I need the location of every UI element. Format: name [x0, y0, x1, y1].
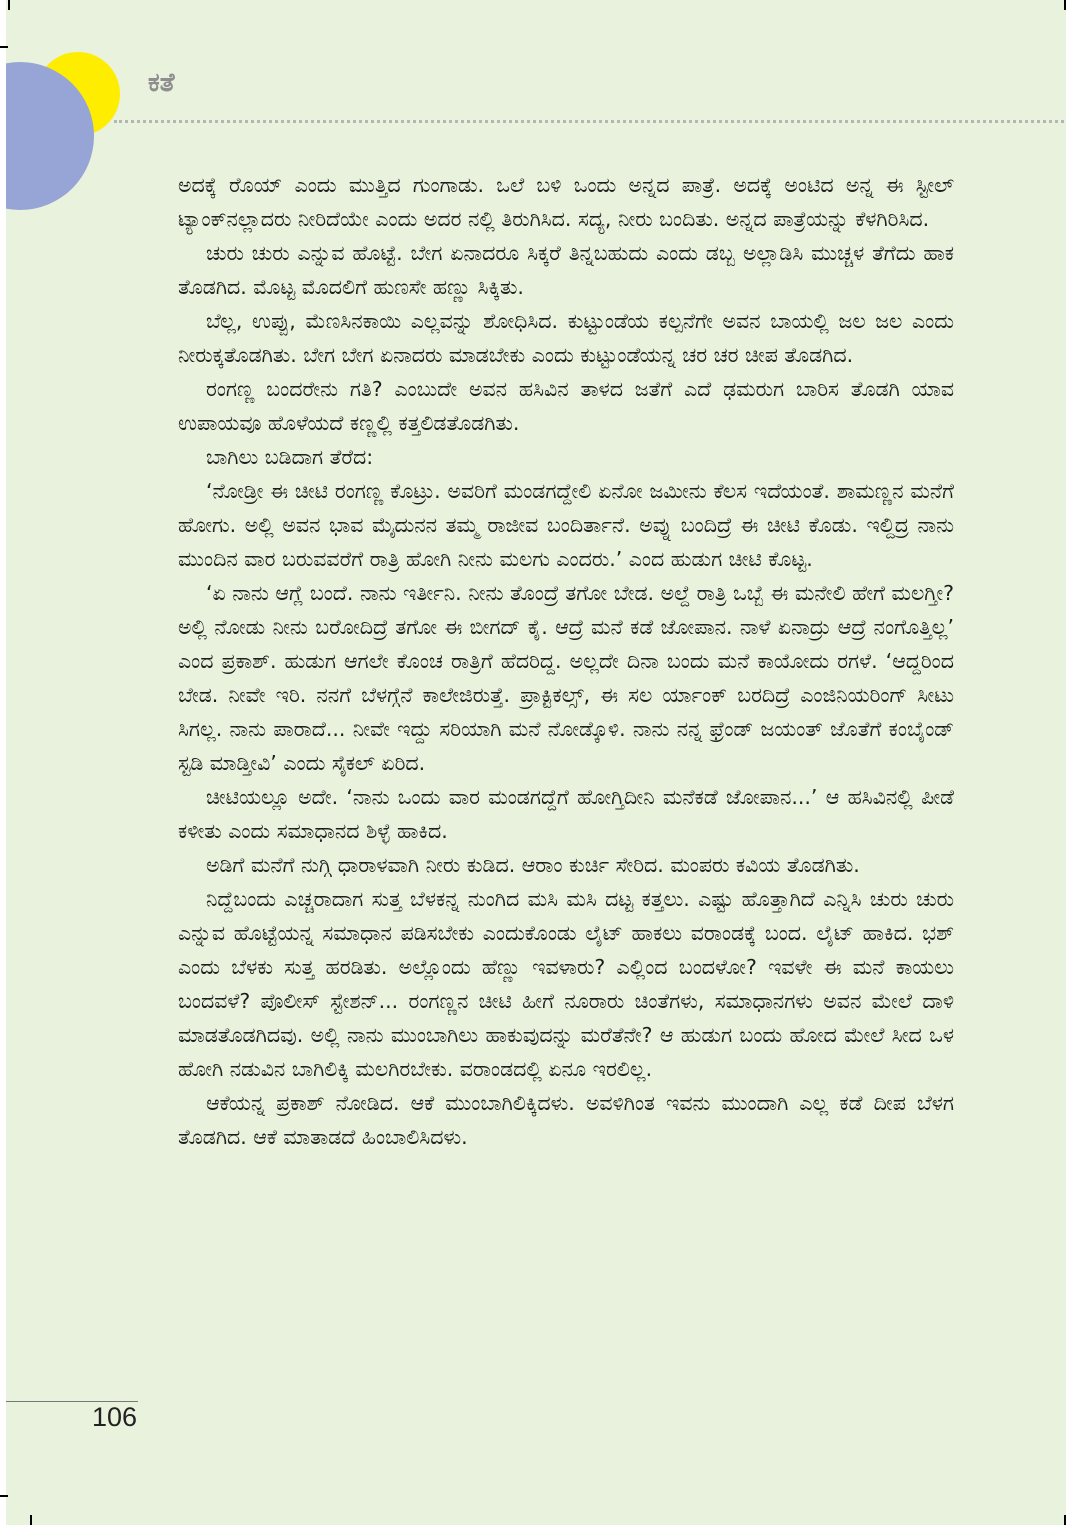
paragraph: ಅಡಿಗೆ ಮನೆಗೆ ನುಗ್ಗಿ ಧಾರಾಳವಾಗಿ ನೀರು ಕುಡಿದ. ಆರಾಂ ಕುರ್ಚಿ ಸೇರಿದ. ಮಂಪರು ಕವಿಯ ತೊಡಗಿತು. — [206, 853, 860, 877]
crop-mark-top-right — [1064, 0, 1066, 10]
header-dotted-divider — [114, 120, 1066, 123]
paragraph: ಬೆಲ್ಲ, ಉಪ್ಪು, ಮೆಣಸಿನಕಾಯಿ ಎಲ್ಲವನ್ನು ಶೋಧಿಸಿದ. ಕುಟ್ಟುಂಡೆಯ ಕಲ್ಪನೆಗೇ ಅವನ ಬಾಯಲ್ಲಿ ಜಲ ಜಲ ಎಂದು ನೀರುಕ್ಕತೊಡಗಿತು. ಬೇಗ ಬೇಗ ಏನಾದರು ಮಾಡಬೇಕು ಎಂದು ಕುಟ್ಟುಂಡೆಯನ್ನ ಚರ ಚರ ಚೀಪ ತೊಡಗಿದ. — [178, 309, 954, 367]
paragraph: ‘ನೋಡ್ರೀ ಈ ಚೀಟಿ ರಂಗಣ್ಣ ಕೊಟ್ರು. ಅವರಿಗೆ ಮಂಡಗದ್ದೇಲಿ ಏನೋ ಜಮೀನು ಕೆಲಸ ಇದೆಯಂತೆ. ಶಾಮಣ್ಣನ ಮನೆಗೆ ಹೋಗು. ಅಲ್ಲಿ ಅವನ ಭಾವ ಮೈದುನನ ತಮ್ಮ ರಾಜೀವ ಬಂದಿರ್ತಾನೆ. ಅವ್ನು ಬಂದಿದ್ರೆ ಈ ಚೀಟಿ ಕೊಡು. ಇಲ್ದಿದ್ರ ನಾನು ಮುಂದಿನ ವಾರ ಬರುವವರೆಗೆ ರಾತ್ರಿ ಹೋಗಿ ನೀನು ಮಲಗು ಎಂದರು.’ ಎಂದ ಹುಡುಗ ಚೀಟಿ ಕೊಟ್ಟ. — [178, 479, 954, 571]
section-title: ಕತೆ — [148, 68, 175, 98]
crop-mark-top-left — [8, 0, 10, 10]
paragraph: ಆಕೆಯನ್ನ ಪ್ರಕಾಶ್ ನೋಡಿದ. ಆಕೆ ಮುಂಬಾಗಿಲಿಕ್ಕಿದಳು. ಅವಳಿಗಿಂತ ಇವನು ಮುಂದಾಗಿ ಎಲ್ಲ ಕಡೆ ದೀಪ ಬೆಳಗ ತೊಡಗಿದ. ಆಕೆ ಮಾತಾಡದೆ ಹಿಂಬಾಲಿಸಿದಳು. — [178, 1091, 954, 1149]
paragraph: ಚೀಟಿಯಲ್ಲೂ ಅದೇ. ‘ನಾನು ಒಂದು ವಾರ ಮಂಡಗದ್ದೆಗೆ ಹೋಗ್ತಿದೀನಿ ಮನೆಕಡೆ ಜೋಪಾನ...’ ಆ ಹಸಿವಿನಲ್ಲಿ ಪೀಡೆ ಕಳೀತು ಎಂದು ಸಮಾಧಾನದ ಶಿಳ್ಳೆ ಹಾಕಿದ. — [178, 785, 954, 843]
crop-mark-bottom-left-vertical — [30, 1515, 32, 1525]
paragraph: ‘ಏ ನಾನು ಆಗ್ಲೆ ಬಂದೆ. ನಾನು ಇರ್ತೀನಿ. ನೀನು ತೊಂದ್ರೆ ತಗೋ ಬೇಡ. ಅಲ್ದೆ ರಾತ್ರಿ ಒಬ್ಬೆ ಈ ಮನೇಲಿ ಹೇಗೆ ಮಲಗ್ತೀ? ಅಲ್ಲಿ ನೋಡು ನೀನು ಬರೋದಿದ್ರೆ ತಗೋ ಈ ಬೀಗದ್ ಕೈ. ಆದ್ರೆ ಮನೆ ಕಡೆ ಜೋಪಾನ. ನಾಳೆ ಏನಾದ್ರು ಆದ್ರೆ ನಂಗೊತ್ತಿಲ್ಲ’ ಎಂದ ಪ್ರಕಾಶ್. ಹುಡುಗ ಆಗಲೇ ಕೊಂಚ ರಾತ್ರಿಗೆ ಹೆದರಿದ್ದ. ಅಲ್ಲದೇ ದಿನಾ ಬಂದು ಮನೆ ಕಾಯೋದು ರಗಳೆ. ‘ಆದ್ದರಿಂದ ಬೇಡ. ನೀವೇ ಇರಿ. ನನಗೆ ಬೆಳಗ್ಗೆನೆ ಕಾಲೇಜಿರುತ್ತೆ. ಪ್ರಾಕ್ಟಿಕಲ್ಸ್, ಈ ಸಲ ರ್ಯಾಂಕ್ ಬರದಿದ್ರೆ ಎಂಜಿನಿಯರಿಂಗ್ ಸೀಟು ಸಿಗಲ್ಲ. ನಾನು ಪಾರಾದೆ... ನೀವೇ ಇದ್ದು ಸರಿಯಾಗಿ ಮನೆ ನೋಡ್ಕೊಳಿ. ನಾನು ನನ್ನ ಫ್ರೆಂಡ್ ಜಯಂತ್ ಜೊತೆಗೆ ಕಂಬೈಂಡ್ ಸ್ಟಡಿ ಮಾಡ್ತೀವಿ’ ಎಂದು ಸೈಕಲ್ ಏರಿದ. — [178, 581, 954, 775]
crop-mark-bottom-right — [1064, 1515, 1066, 1525]
paragraph: ನಿದ್ದೆಬಂದು ಎಚ್ಚರಾದಾಗ ಸುತ್ತ ಬೆಳಕನ್ನ ನುಂಗಿದ ಮಸಿ ಮಸಿ ದಟ್ಟ ಕತ್ತಲು. ಎಷ್ಟು ಹೊತ್ತಾಗಿದೆ ಎನ್ನಿಸಿ ಚುರು ಚುರು ಎನ್ನುವ ಹೊಟ್ಟೆಯನ್ನ ಸಮಾಧಾನ ಪಡಿಸಬೇಕು ಎಂದುಕೊಂಡು ಲೈಟ್ ಹಾಕಲು ವರಾಂಡಕ್ಕೆ ಬಂದ. ಲೈಟ್ ಹಾಕಿದ. ಭಶ್ ಎಂದು ಬೆಳಕು ಸುತ್ತ ಹರಡಿತು. ಅಲ್ಲೊಂದು ಹೆಣ್ಣು ಇವಳಾರು? ಎಲ್ಲಿಂದ ಬಂದಳೋ? ಇವಳೇ ಈ ಮನೆ ಕಾಯಲು ಬಂದವಳೆ? ಪೊಲೀಸ್ ಸ್ಟೇಶನ್... ರಂಗಣ್ಣನ ಚೀಟಿ ಹೀಗೆ ನೂರಾರು ಚಿಂತೆಗಳು, ಸಮಾಧಾನಗಳು ಅವನ ಮೇಲೆ ದಾಳಿ ಮಾಡತೊಡಗಿದವು. ಅಲ್ಲಿ ನಾನು ಮುಂಬಾಗಿಲು ಹಾಕುವುದನ್ನು ಮರೆತೆನೇ? ಆ ಹುಡುಗ ಬಂದು ಹೋದ ಮೇಲೆ ಸೀದ ಒಳ ಹೋಗಿ ನಡುವಿನ ಬಾಗಿಲಿಕ್ಕಿ ಮಲಗಿರಬೇಕು. ವರಾಂಡದಲ್ಲಿ ಏನೂ ಇರಲಿಲ್ಲ. — [178, 887, 954, 1081]
paragraph: ಬಾಗಿಲು ಬಡಿದಾಗ ತೆರೆದ: — [206, 445, 374, 469]
page-background — [6, 0, 1066, 1525]
page-number: 106 — [92, 1402, 138, 1432]
paragraph: ಚುರು ಚುರು ಎನ್ನುವ ಹೊಟ್ಟೆ. ಬೇಗ ಏನಾದರೂ ಸಿಕ್ಕರೆ ತಿನ್ನಬಹುದು ಎಂದು ಡಬ್ಬ ಅಲ್ಲಾಡಿಸಿ ಮುಚ್ಚಳ ತೆಗೆದು ಹಾಕ ತೊಡಗಿದ. ಮೊಟ್ಟ ಮೊದಲಿಗೆ ಹುಣಸೇ ಹಣ್ಣು ಸಿಕ್ಕಿತು. — [178, 241, 954, 299]
crop-mark-left-mid — [0, 46, 8, 48]
paragraph: ರಂಗಣ್ಣ ಬಂದರೇನು ಗತಿ? ಎಂಬುದೇ ಅವನ ಹಸಿವಿನ ತಾಳದ ಜತೆಗೆ ಎದೆ ಢಮರುಗ ಬಾರಿಸ ತೊಡಗಿ ಯಾವ ಉಪಾಯವೂ ಹೊಳೆಯದೆ ಕಣ್ಣಲ್ಲಿ ಕತ್ತಲಿಡತೊಡಗಿತು. — [178, 377, 954, 435]
paragraph: ಅದಕ್ಕೆ ರೊಯ್ ಎಂದು ಮುತ್ತಿದ ಗುಂಗಾಡು. ಒಲೆ ಬಳಿ ಒಂದು ಅನ್ನದ ಪಾತ್ರೆ. ಅದಕ್ಕೆ ಅಂಟಿದ ಅನ್ನ ಈ ಸ್ಟೀಲ್ ಟ್ಯಾಂಕ್‌ನಲ್ಲಾದರು ನೀರಿದೆಯೇ ಎಂದು ಅದರ ನಲ್ಲಿ ತಿರುಗಿಸಿದ. ಸದ್ಯ, ನೀರು ಬಂದಿತು. ಅನ್ನದ ಪಾತ್ರೆಯನ್ನು ಕೆಳಗಿರಿಸಿದ. — [178, 173, 954, 231]
crop-mark-bottom-left — [0, 1495, 8, 1497]
story-body — [178, 168, 954, 1154]
